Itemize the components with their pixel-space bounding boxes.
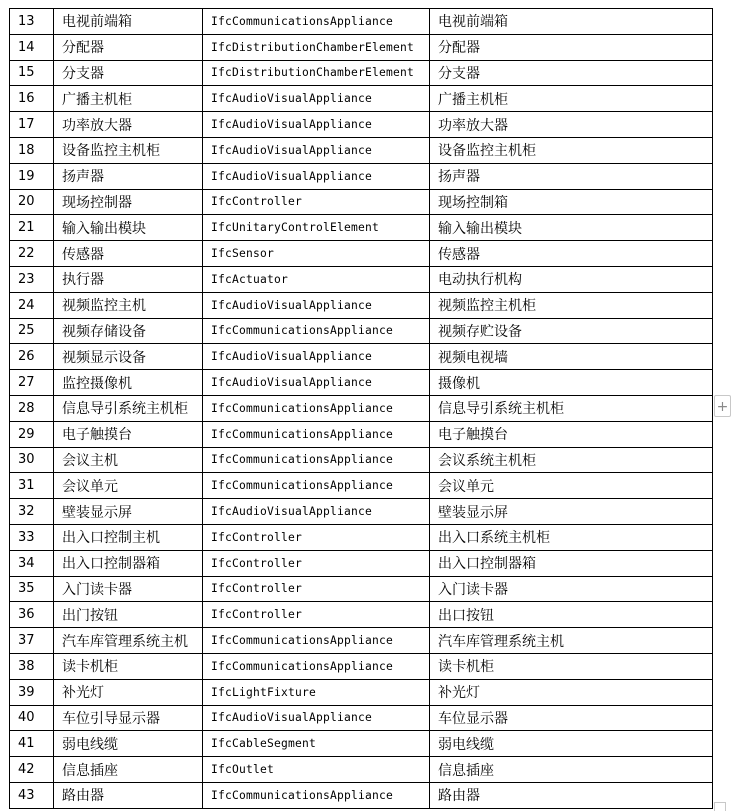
ifc-class-cell[interactable]: IfcActuator bbox=[203, 266, 430, 292]
table-row bbox=[10, 137, 713, 163]
table-row bbox=[10, 576, 713, 602]
table-row bbox=[10, 86, 713, 112]
mapped-name-cell[interactable]: 汽车库管理系统主机 bbox=[430, 628, 713, 654]
ifc-class-cell[interactable]: IfcAudioVisualAppliance bbox=[203, 137, 430, 163]
table-row bbox=[10, 421, 713, 447]
mapped-name-cell[interactable]: 分配器 bbox=[430, 34, 713, 60]
mapped-name-cell[interactable]: 功率放大器 bbox=[430, 112, 713, 138]
mapped-name-cell[interactable]: 设备监控主机柜 bbox=[430, 137, 713, 163]
mapped-name-cell[interactable]: 视频存贮设备 bbox=[430, 318, 713, 344]
mapped-name-cell[interactable]: 出入口系统主机柜 bbox=[430, 524, 713, 550]
row-number-cell[interactable]: 39 bbox=[10, 679, 54, 705]
ifc-class-cell[interactable]: IfcSensor bbox=[203, 241, 430, 267]
table-row bbox=[10, 163, 713, 189]
device-name-cell[interactable]: 广播主机柜 bbox=[54, 86, 203, 112]
device-name-cell[interactable]: 监控摄像机 bbox=[54, 370, 203, 396]
row-number-cell[interactable]: 20 bbox=[10, 189, 54, 215]
mapped-name-cell[interactable]: 出入口控制器箱 bbox=[430, 550, 713, 576]
device-name-cell[interactable]: 电视前端箱 bbox=[54, 9, 203, 35]
ifc-class-cell[interactable]: IfcOutlet bbox=[203, 757, 430, 783]
mapped-name-cell[interactable]: 会议系统主机柜 bbox=[430, 447, 713, 473]
device-name-cell[interactable]: 弱电线缆 bbox=[54, 731, 203, 757]
ifc-class-cell[interactable]: IfcAudioVisualAppliance bbox=[203, 112, 430, 138]
device-name-cell[interactable]: 视频显示设备 bbox=[54, 344, 203, 370]
row-number-cell[interactable]: 37 bbox=[10, 628, 54, 654]
row-number-cell[interactable]: 28 bbox=[10, 395, 54, 421]
row-number-cell[interactable]: 18 bbox=[10, 137, 54, 163]
ifc-class-cell[interactable]: IfcCommunicationsAppliance bbox=[203, 653, 430, 679]
ifc-class-cell[interactable]: IfcCableSegment bbox=[203, 731, 430, 757]
ifc-class-cell[interactable]: IfcCommunicationsAppliance bbox=[203, 447, 430, 473]
table-body bbox=[10, 9, 713, 809]
mapped-name-cell[interactable]: 入门读卡器 bbox=[430, 576, 713, 602]
ifc-class-cell[interactable]: IfcController bbox=[203, 576, 430, 602]
table-row bbox=[10, 189, 713, 215]
device-name-cell[interactable]: 执行器 bbox=[54, 266, 203, 292]
row-number-cell[interactable]: 17 bbox=[10, 112, 54, 138]
device-name-cell[interactable]: 入门读卡器 bbox=[54, 576, 203, 602]
row-number-cell[interactable]: 21 bbox=[10, 215, 54, 241]
row-number-cell[interactable]: 16 bbox=[10, 86, 54, 112]
row-number-cell[interactable]: 13 bbox=[10, 9, 54, 35]
mapped-name-cell[interactable]: 扬声器 bbox=[430, 163, 713, 189]
table-row bbox=[10, 550, 713, 576]
ifc-class-cell[interactable]: IfcAudioVisualAppliance bbox=[203, 292, 430, 318]
mapped-name-cell[interactable]: 现场控制箱 bbox=[430, 189, 713, 215]
table-row bbox=[10, 241, 713, 267]
row-number-cell[interactable]: 33 bbox=[10, 524, 54, 550]
mapped-name-cell[interactable]: 输入输出模块 bbox=[430, 215, 713, 241]
row-number-cell[interactable]: 34 bbox=[10, 550, 54, 576]
table-row bbox=[10, 447, 713, 473]
row-number-cell[interactable]: 29 bbox=[10, 421, 54, 447]
device-name-cell[interactable]: 分支器 bbox=[54, 60, 203, 86]
mapped-name-cell[interactable]: 信息导引系统主机柜 bbox=[430, 395, 713, 421]
row-number-cell[interactable]: 36 bbox=[10, 602, 54, 628]
row-number-cell[interactable]: 30 bbox=[10, 447, 54, 473]
ifc-mapping-table bbox=[9, 8, 713, 809]
row-number-cell[interactable]: 40 bbox=[10, 705, 54, 731]
device-name-cell[interactable]: 现场控制器 bbox=[54, 189, 203, 215]
ifc-class-cell[interactable]: IfcCommunicationsAppliance bbox=[203, 782, 430, 808]
row-number-cell[interactable]: 26 bbox=[10, 344, 54, 370]
device-name-cell[interactable]: 传感器 bbox=[54, 241, 203, 267]
ifc-class-cell[interactable]: IfcController bbox=[203, 550, 430, 576]
mapped-name-cell[interactable]: 会议单元 bbox=[430, 473, 713, 499]
row-number-cell[interactable]: 27 bbox=[10, 370, 54, 396]
mapped-name-cell[interactable]: 广播主机柜 bbox=[430, 86, 713, 112]
add-row-button[interactable]: + bbox=[714, 395, 731, 417]
ifc-class-cell[interactable]: IfcCommunicationsAppliance bbox=[203, 318, 430, 344]
table-row bbox=[10, 344, 713, 370]
ifc-class-cell[interactable]: IfcController bbox=[203, 189, 430, 215]
table-row bbox=[10, 60, 713, 86]
ifc-class-cell[interactable]: IfcLightFixture bbox=[203, 679, 430, 705]
device-name-cell[interactable]: 视频监控主机 bbox=[54, 292, 203, 318]
device-name-cell[interactable]: 功率放大器 bbox=[54, 112, 203, 138]
table-row bbox=[10, 318, 713, 344]
ifc-class-cell[interactable]: IfcAudioVisualAppliance bbox=[203, 163, 430, 189]
table-row bbox=[10, 679, 713, 705]
table-row bbox=[10, 370, 713, 396]
row-number-cell[interactable]: 42 bbox=[10, 757, 54, 783]
device-name-cell[interactable]: 汽车库管理系统主机 bbox=[54, 628, 203, 654]
ifc-class-cell[interactable]: IfcAudioVisualAppliance bbox=[203, 705, 430, 731]
device-name-cell[interactable]: 视频存储设备 bbox=[54, 318, 203, 344]
row-number-cell[interactable]: 35 bbox=[10, 576, 54, 602]
device-name-cell[interactable]: 出门按钮 bbox=[54, 602, 203, 628]
device-name-cell[interactable]: 路由器 bbox=[54, 782, 203, 808]
device-name-cell[interactable]: 信息导引系统主机柜 bbox=[54, 395, 203, 421]
mapped-name-cell[interactable]: 路由器 bbox=[430, 782, 713, 808]
table-row bbox=[10, 215, 713, 241]
mapped-name-cell[interactable]: 读卡机柜 bbox=[430, 653, 713, 679]
mapped-name-cell[interactable]: 视频监控主机柜 bbox=[430, 292, 713, 318]
table-row bbox=[10, 628, 713, 654]
device-name-cell[interactable]: 扬声器 bbox=[54, 163, 203, 189]
row-number-cell[interactable]: 38 bbox=[10, 653, 54, 679]
device-name-cell[interactable]: 壁装显示屏 bbox=[54, 499, 203, 525]
device-name-cell[interactable]: 信息插座 bbox=[54, 757, 203, 783]
mapped-name-cell[interactable]: 出口按钮 bbox=[430, 602, 713, 628]
mapped-name-cell[interactable]: 传感器 bbox=[430, 241, 713, 267]
row-number-cell[interactable]: 32 bbox=[10, 499, 54, 525]
device-name-cell[interactable]: 分配器 bbox=[54, 34, 203, 60]
table-row bbox=[10, 757, 713, 783]
mapped-name-cell[interactable]: 补光灯 bbox=[430, 679, 713, 705]
device-name-cell[interactable]: 出入口控制器箱 bbox=[54, 550, 203, 576]
table-row bbox=[10, 782, 713, 808]
device-name-cell[interactable]: 电子触摸台 bbox=[54, 421, 203, 447]
ifc-class-cell[interactable]: IfcAudioVisualAppliance bbox=[203, 86, 430, 112]
mapped-name-cell[interactable]: 电动执行机构 bbox=[430, 266, 713, 292]
row-number-cell[interactable]: 43 bbox=[10, 782, 54, 808]
mapped-name-cell[interactable]: 车位显示器 bbox=[430, 705, 713, 731]
ifc-class-cell[interactable]: IfcDistributionChamberElement bbox=[203, 60, 430, 86]
mapped-name-cell[interactable]: 电视前端箱 bbox=[430, 9, 713, 35]
ifc-class-cell[interactable]: IfcAudioVisualAppliance bbox=[203, 370, 430, 396]
table-row bbox=[10, 731, 713, 757]
row-number-cell[interactable]: 24 bbox=[10, 292, 54, 318]
row-number-cell[interactable]: 19 bbox=[10, 163, 54, 189]
row-number-cell[interactable]: 31 bbox=[10, 473, 54, 499]
row-number-cell[interactable]: 25 bbox=[10, 318, 54, 344]
table-row bbox=[10, 499, 713, 525]
ifc-class-cell[interactable]: IfcController bbox=[203, 524, 430, 550]
ifc-class-cell[interactable]: IfcController bbox=[203, 602, 430, 628]
ifc-class-cell[interactable]: IfcCommunicationsAppliance bbox=[203, 421, 430, 447]
device-name-cell[interactable]: 补光灯 bbox=[54, 679, 203, 705]
device-name-cell[interactable]: 出入口控制主机 bbox=[54, 524, 203, 550]
row-number-cell[interactable]: 14 bbox=[10, 34, 54, 60]
ifc-class-cell[interactable]: IfcCommunicationsAppliance bbox=[203, 473, 430, 499]
row-number-cell[interactable]: 22 bbox=[10, 241, 54, 267]
mapped-name-cell[interactable]: 信息插座 bbox=[430, 757, 713, 783]
table-corner-handle[interactable] bbox=[714, 802, 726, 811]
mapped-name-cell[interactable]: 弱电线缆 bbox=[430, 731, 713, 757]
table-row bbox=[10, 266, 713, 292]
table-row bbox=[10, 292, 713, 318]
table-row bbox=[10, 705, 713, 731]
mapped-name-cell[interactable]: 视频电视墙 bbox=[430, 344, 713, 370]
row-number-cell[interactable]: 23 bbox=[10, 266, 54, 292]
device-name-cell[interactable]: 输入输出模块 bbox=[54, 215, 203, 241]
ifc-class-cell[interactable]: IfcCommunicationsAppliance bbox=[203, 9, 430, 35]
mapped-name-cell[interactable]: 摄像机 bbox=[430, 370, 713, 396]
device-name-cell[interactable]: 会议单元 bbox=[54, 473, 203, 499]
ifc-class-cell[interactable]: IfcDistributionChamberElement bbox=[203, 34, 430, 60]
row-number-cell[interactable]: 15 bbox=[10, 60, 54, 86]
mapped-name-cell[interactable]: 壁装显示屏 bbox=[430, 499, 713, 525]
ifc-class-cell[interactable]: IfcAudioVisualAppliance bbox=[203, 344, 430, 370]
device-name-cell[interactable]: 设备监控主机柜 bbox=[54, 137, 203, 163]
ifc-class-cell[interactable]: IfcCommunicationsAppliance bbox=[203, 628, 430, 654]
ifc-class-cell[interactable]: IfcCommunicationsAppliance bbox=[203, 395, 430, 421]
table-row bbox=[10, 473, 713, 499]
row-number-cell[interactable]: 41 bbox=[10, 731, 54, 757]
table-row bbox=[10, 34, 713, 60]
table-row bbox=[10, 653, 713, 679]
table-row bbox=[10, 602, 713, 628]
device-name-cell[interactable]: 读卡机柜 bbox=[54, 653, 203, 679]
table-row bbox=[10, 395, 713, 421]
device-name-cell[interactable]: 会议主机 bbox=[54, 447, 203, 473]
mapped-name-cell[interactable]: 分支器 bbox=[430, 60, 713, 86]
device-name-cell[interactable]: 车位引导显示器 bbox=[54, 705, 203, 731]
table-row bbox=[10, 524, 713, 550]
mapped-name-cell[interactable]: 电子触摸台 bbox=[430, 421, 713, 447]
table-row bbox=[10, 112, 713, 138]
table-row bbox=[10, 9, 713, 35]
ifc-class-cell[interactable]: IfcUnitaryControlElement bbox=[203, 215, 430, 241]
ifc-class-cell[interactable]: IfcAudioVisualAppliance bbox=[203, 499, 430, 525]
